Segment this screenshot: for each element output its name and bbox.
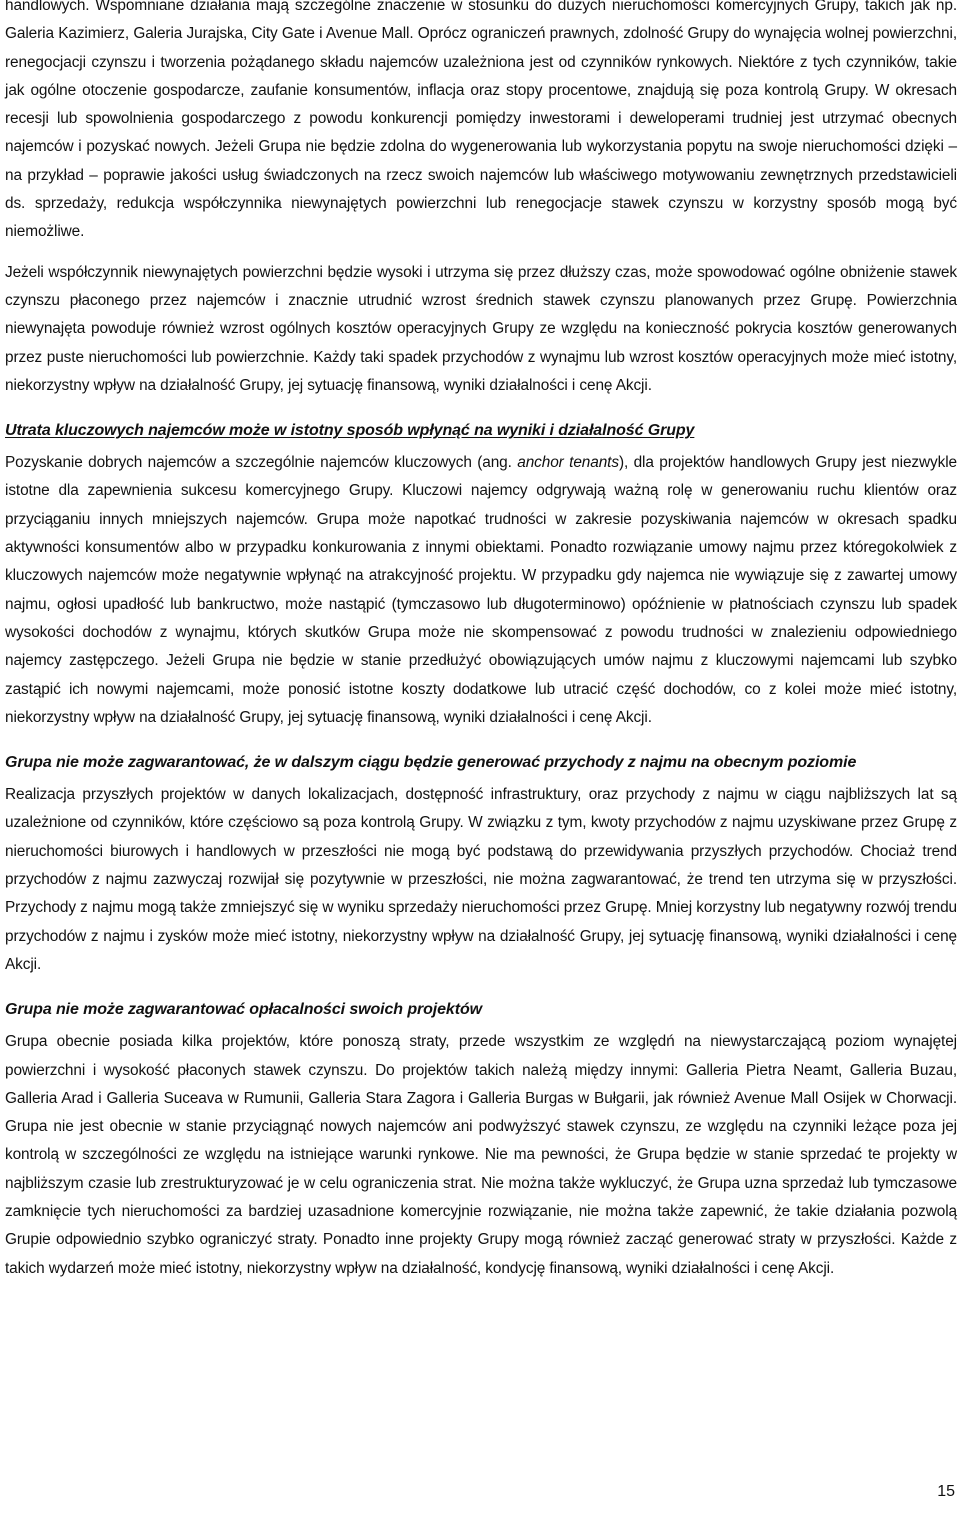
paragraph-key-tenants-start: Pozyskanie dobrych najemców a szczególnie najemców kluczowych (ang. <box>5 454 518 472</box>
paragraph-key-tenants <box>5 449 957 732</box>
page-number: 15 <box>937 1483 955 1500</box>
anchor-tenants-term: anchor tenants <box>517 454 619 472</box>
section-heading-key-tenants: Utrata kluczowych najemców może w istotny sposób wpłynąć na wyniki i działalność Grupy <box>5 422 695 440</box>
section-heading-profitability: Grupa nie może zagwarantować opłacalności swoich projektów <box>5 1001 482 1019</box>
paragraph-continuation: handlowych. Wspomniane działania mają szczególne znaczenie w stosunku do dużych nieruchomości komercyjnych Grupy, takich jak np. Galeria Kazimierz, Galeria Jurajska, City Gate i Avenue Mall. Oprócz ograniczeń prawnych, zdolność Grupy do wynajęcia wolnej powierzchni, renegocjacji czynszu i tworzenia pożądanego składu najemców uzależniona jest od czynników rynkowych. Niektóre z tych czynników, takie jak ogólne otoczenie gospodarcze, zaufanie konsumentów, inflacja oraz stopy procentowe, znajdują się poza kontrolą Grupy. W okresach recesji lub spowolnienia gospodarczego z powodu konkurencji pomiędzy inwestorami i deweloperami trudniej jest utrzymać obecnych najemców i pozyskać nowych. Jeżeli Grupa nie będzie zdolna do wygenerowania lub wykorzystania popytu na swoje nieruchomości dzięki – na przykład – poprawie jakości usług świadczonych na rzecz swoich najemców lub właściwego motywowaniu zewnętrznych przedstawicieli ds. sprzedaży, redukcja współczynnika niewynajętych powierzchni lub renegocjacje stawek czynszu w korzystny sposób mogą być niemożliwe. <box>5 0 957 241</box>
document-page <box>5 0 957 1283</box>
paragraph-key-tenants-rest: ), dla projektów handlowych Grupy jest niezwykle istotne dla zapewnienia sukcesu komercyjnego Grupy. Kluczowi najemcy odgrywają ważną rolę w generowaniu ruchu klientów oraz przyciąganiu innych mniejszych najemców. Grupa może napotkać trudności w zakresie pozyskiwania najemców w okresach spadku aktywności konsumentów albo w przypadku konkurowania z innymi obiektami. Ponadto rozwiązanie umowy najmu przez któregokolwiek z kluczowych najemców może negatywnie wpłynąć na atrakcyjność projektu. W przypadku gdy najemca nie wywiązuje się z zawartej umowy najmu, ogłosi upadłość lub bankructwo, może nastąpić (tymczasowo lub długoterminowo) opóźnienie w płatnościach czynszu lub spadek wysokości dochodów z wynajmu, których skutków Grupa może nie skompensować z powodu trudności w znalezieniu odpowiedniego najemcy zastępczego. Jeżeli Grupa nie będzie w stanie przedłużyć obowiązujących umów najmu z kluczowymi najemcami lub szybko zastąpić ich nowymi najemcami, może ponosić istotne koszty dodatkowe lub utracić część dochodów, co z kolei może mieć istotny, niekorzystny wpływ na działalność Grupy, jej sytuację finansową, wyniki działalności i cenę Akcji. <box>5 454 958 726</box>
paragraph-profitability: Grupa obecnie posiada kilka projektów, które ponoszą straty, przede wszystkim ze względń na niewystarczającą poziom wynajętej powierzchni i wysokość płaconych stawek czynszu. Do projektów takich należą między innymi: Galleria Pietra Neamt, Galleria Buzau, Galleria Arad i Galleria Suceava w Rumunii, Galleria Stara Zagora i Galleria Burgas w Bułgarii, jak również Avenue Mall Osijek w Chorwacji. Grupa nie jest obecnie w stanie przyciągnąć nowych najemców ani podwyższyć stawek czynszu, ze względu na czynniki leżące poza jej kontrolą w szczególności ze względu na istniejące warunki rynkowe. Nie ma pewności, że Grupa będzie w stanie sprzedać te projekty w najbliższym czasie lub zrestrukturyzować je w celu ograniczenia strat. Nie można także wykluczyć, że Grupa uzna sprzedaż lub tymczasowe zamknięcie tych nieruchomości za bardziej uzasadnione komercyjnie rozwiązanie, nie można także zapewnić, że takie działania pozwolą Grupie odpowiednio szybko ograniczyć straty. Ponadto inne projekty Grupy mogą również zacząć generować straty w przyszłości. Każde z takich wydarzeń może mieć istotny, niekorzystny wpływ na działalność, kondycję finansową, wyniki działalności i cenę Akcji. <box>5 1033 957 1277</box>
paragraph-rental-income: Realizacja przyszłych projektów w danych lokalizacjach, dostępność infrastruktury, oraz przychody z najmu w ciągu najbliższych lat są uzależnione od czynników, które częściowo są poza kontrolą Grupy. W związku z tym, kwoty przychodów z najmu uzyskiwane przez Grupę z nieruchomości biurowych i handlowych w przeszłości nie mogą być podstawą do przewidywania przyszłych przychodów. Chociaż trend przychodów z najmu zazwyczaj rozwijał się pozytywnie w przeszłości, nie można zagwarantować, że trend ten utrzyma się w przyszłości. Przychody z najmu mogą także zmniejszyć się w wyniku sprzedaży nieruchomości przez Grupę. Mniej korzystny lub negatywny rozwój trendu przychodów z najmu i zysków może mieć istotny, niekorzystny wpływ na działalność Grupy, jej sytuację finansową, wyniki działalności i cenę Akcji. <box>5 786 957 973</box>
paragraph-vacancy-rate: Jeżeli współczynnik niewynajętych powierzchni będzie wysoki i utrzyma się przez dłuższy czas, może spowodować ogólne obniżenie stawek czynszu płaconego przez najemców i znacznie utrudnić wzrost średnich stawek czynszu planowanych przez Grupę. Powierzchnia niewynajęta powoduje również wzrost ogólnych kosztów operacyjnych Grupy ze względu na konieczność pokrycia kosztów generowanych przez puste nieruchomości lub powierzchnie. Każdy taki spadek przychodów z wynajmu lub wzrost kosztów operacyjnych może mieć istotny, niekorzystny wpływ na działalność Grupy, jej sytuację finansową, wyniki działalności i cenę Akcji. <box>5 263 957 394</box>
section-heading-rental-income: Grupa nie może zagwarantować, że w dalszym ciągu będzie generować przychody z najmu na obecnym poziomie <box>5 754 857 772</box>
